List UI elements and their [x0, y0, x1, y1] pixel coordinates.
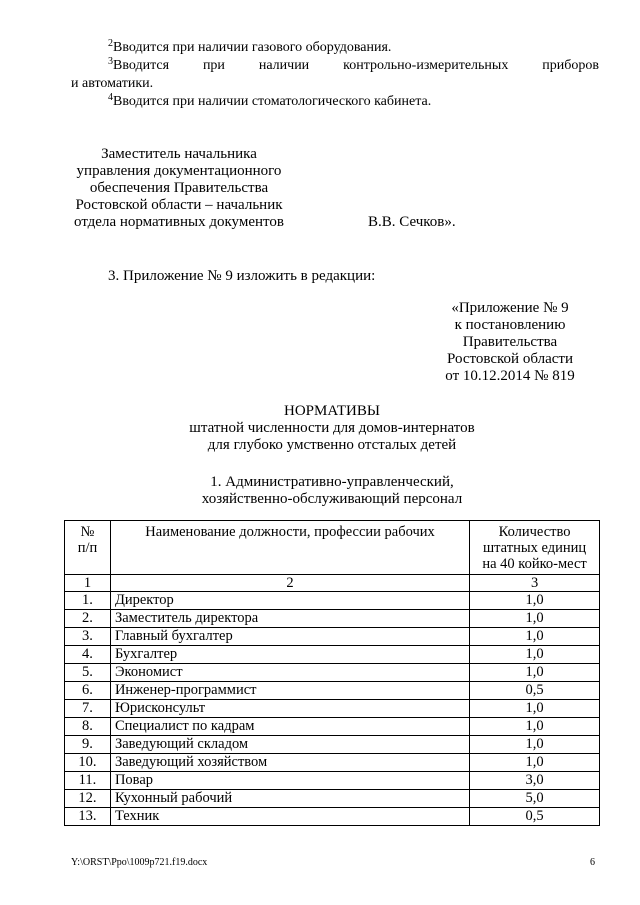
signature-line: управления документационного — [76, 163, 282, 179]
position-name: Кухонный рабочий — [110, 790, 469, 808]
row-number: 8. — [65, 718, 111, 736]
index-cell: 3 — [470, 575, 600, 592]
staff-units: 5,0 — [470, 790, 600, 808]
document-subtitle: для глубоко умственно отсталых детей — [207, 437, 457, 453]
position-name: Инженер-программист — [110, 682, 469, 700]
position-name: Заведующий складом — [110, 736, 469, 754]
heading-block — [0, 403, 640, 454]
table-row — [65, 772, 600, 790]
section-heading — [0, 474, 640, 508]
appendix-line: «Приложение № 9 — [451, 300, 569, 316]
staff-units: 1,0 — [470, 664, 600, 682]
staff-units: 0,5 — [470, 682, 600, 700]
staff-units: 1,0 — [470, 592, 600, 610]
row-number: 12. — [65, 790, 111, 808]
document-title: НОРМАТИВЫ — [284, 403, 380, 419]
position-name: Повар — [110, 772, 469, 790]
row-number: 7. — [65, 700, 111, 718]
table-index-row — [65, 575, 600, 592]
row-number: 1. — [65, 592, 111, 610]
table-row — [65, 664, 600, 682]
footnote-word — [71, 57, 169, 74]
column-header-quantity: Количество штатных единиц на 40 койко-мест — [470, 521, 600, 575]
footnote-word: наличии — [258, 58, 310, 73]
staffing-table — [64, 520, 600, 826]
signature-block — [57, 146, 301, 231]
table-header-row — [65, 521, 600, 575]
footnote-word-text: Вводится — [113, 58, 170, 73]
footer-file-path: Y:\ORST\Ppo\1009p721.f19.docx — [71, 857, 208, 868]
position-name: Юрисконсульт — [110, 700, 469, 718]
table-row — [65, 682, 600, 700]
row-number: 9. — [65, 736, 111, 754]
staff-units: 1,0 — [470, 646, 600, 664]
staff-units: 1,0 — [470, 736, 600, 754]
row-number: 13. — [65, 808, 111, 826]
table-row — [65, 718, 600, 736]
position-name: Специалист по кадрам — [110, 718, 469, 736]
table-row — [65, 592, 600, 610]
table-row — [65, 790, 600, 808]
section-line: хозяйственно-обслуживающий персонал — [201, 491, 463, 507]
footnote-marker: 2 — [108, 38, 113, 49]
position-name: Техник — [110, 808, 469, 826]
footnote-word: контрольно-измерительных — [343, 58, 509, 73]
table-row — [65, 628, 600, 646]
index-cell: 2 — [110, 575, 469, 592]
position-name: Главный бухгалтер — [110, 628, 469, 646]
staff-units: 3,0 — [470, 772, 600, 790]
footnote-text: Вводится при наличии газового оборудования. — [113, 40, 392, 55]
position-name: Заместитель директора — [110, 610, 469, 628]
index-cell: 1 — [65, 575, 111, 592]
signature-line: обеспечения Правительства — [89, 180, 269, 196]
row-number: 6. — [65, 682, 111, 700]
signatory-name: В.В. Сечков». — [368, 214, 456, 230]
table-row — [65, 610, 600, 628]
appendix-line: к постановлению — [454, 317, 566, 333]
column-header-position: Наименование должности, профессии рабочих — [110, 521, 469, 575]
staff-units: 1,0 — [470, 718, 600, 736]
staff-units: 1,0 — [470, 700, 600, 718]
appendix-line: от 10.12.2014 № 819 — [445, 368, 575, 384]
position-name: Заведующий хозяйством — [110, 754, 469, 772]
footnote-text: Вводится при наличии стоматологического кабинета. — [113, 94, 432, 109]
staff-units: 1,0 — [470, 628, 600, 646]
row-number: 4. — [65, 646, 111, 664]
section-line: 1. Административно-управленческий, — [210, 474, 454, 490]
signature-line: отдела нормативных документов — [74, 214, 284, 230]
instruction-text: 3. Приложение № 9 изложить в редакции: — [108, 268, 376, 284]
table-row — [65, 736, 600, 754]
row-number: 5. — [65, 664, 111, 682]
position-name: Директор — [110, 592, 469, 610]
row-number: 11. — [65, 772, 111, 790]
table-row — [65, 754, 600, 772]
footnote-word: приборов — [542, 58, 599, 73]
row-number: 10. — [65, 754, 111, 772]
row-number: 3. — [65, 628, 111, 646]
table-row — [65, 700, 600, 718]
table-row — [65, 808, 600, 826]
signature-line: Заместитель начальника — [101, 146, 257, 162]
footnote-word: при — [202, 58, 225, 73]
footnote-3 — [71, 57, 599, 74]
column-header-number: № п/п — [65, 521, 111, 575]
appendix-block — [420, 300, 600, 385]
footer-page-number: 6 — [590, 857, 595, 868]
document-subtitle: штатной численности для домов-интернатов — [189, 420, 475, 436]
footnote-marker: 4 — [108, 92, 113, 103]
position-name: Экономист — [110, 664, 469, 682]
footnote-2 — [108, 39, 391, 56]
staff-units: 1,0 — [470, 610, 600, 628]
appendix-line: Правительства — [462, 334, 558, 350]
row-number: 2. — [65, 610, 111, 628]
staff-units: 1,0 — [470, 754, 600, 772]
table-row — [65, 646, 600, 664]
footnote-4 — [108, 93, 431, 110]
footnote-marker: 3 — [108, 56, 113, 67]
position-name: Бухгалтер — [110, 646, 469, 664]
appendix-line: Ростовской области — [447, 351, 573, 367]
footnote-3-continuation: и автоматики. — [71, 76, 154, 91]
staff-units: 0,5 — [470, 808, 600, 826]
signature-line: Ростовской области – начальник — [75, 197, 283, 213]
